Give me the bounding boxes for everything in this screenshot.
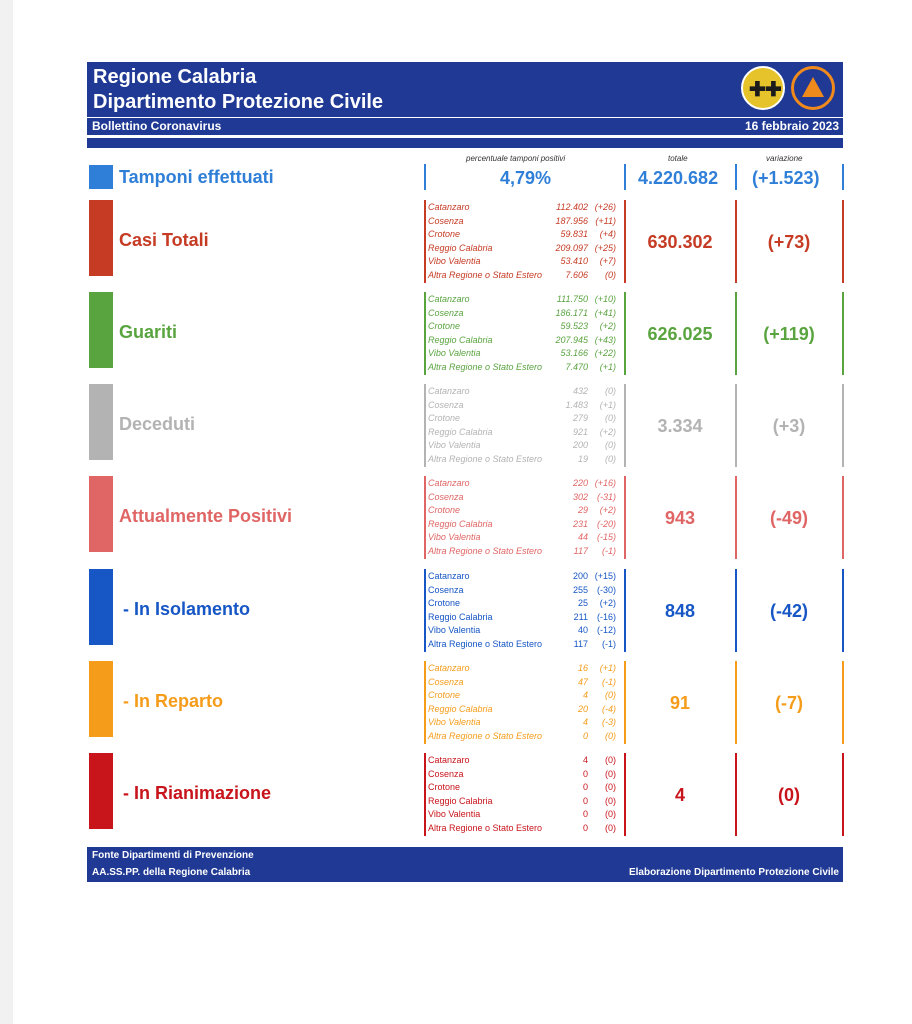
section-variation: (+3) <box>772 416 806 436</box>
region-row <box>428 201 618 215</box>
region-row <box>428 269 618 283</box>
region-name: Catanzaro <box>428 386 470 396</box>
region-value: 7.606 <box>565 269 588 280</box>
region-value: 0 <box>582 822 588 833</box>
region-value: 231 <box>572 518 588 529</box>
region-name: Vibo Valentia <box>428 625 481 636</box>
region-delta: (+43) <box>594 334 616 345</box>
region-value: 220 <box>572 478 588 488</box>
tamponi-divider <box>424 164 426 190</box>
region-name: Cosenza <box>428 768 464 779</box>
region-name: Crotone <box>428 413 461 424</box>
region-value: 59.831 <box>560 229 588 240</box>
region-name: Cosenza <box>428 399 464 410</box>
section-divider <box>842 661 844 744</box>
footer-banner <box>87 847 843 882</box>
region-value: 4 <box>582 690 588 701</box>
region-value: 117 <box>573 638 588 649</box>
region-row <box>428 347 618 361</box>
section-total: 626.025 <box>647 324 713 344</box>
region-row <box>428 477 618 491</box>
region-name: Crotone <box>428 229 461 240</box>
protezione-civile-logo-icon <box>791 66 835 110</box>
tamponi-variation: (+1.523) <box>752 168 820 188</box>
section-title: Guariti <box>119 322 178 342</box>
section-color-bar <box>89 753 113 829</box>
region-delta: (0) <box>605 755 616 765</box>
region-value: 207.945 <box>555 334 588 345</box>
region-name: Cosenza <box>428 307 464 318</box>
region-name: Crotone <box>428 782 461 793</box>
section-divider <box>842 292 844 375</box>
section-title: - In Rianimazione <box>123 783 272 803</box>
region-delta: (-4) <box>602 703 616 714</box>
region-delta: (0) <box>605 782 616 793</box>
region-delta: (+2) <box>599 505 616 516</box>
section-variation: (+73) <box>767 232 811 252</box>
region-name: Crotone <box>428 598 461 609</box>
region-delta: (-30) <box>596 584 616 595</box>
region-row <box>428 597 618 611</box>
variazione-label: variazione <box>766 154 803 163</box>
region-delta: (+2) <box>599 321 616 332</box>
region-delta: (+41) <box>594 307 616 318</box>
section-divider <box>424 476 426 559</box>
region-delta: (0) <box>605 386 616 396</box>
region-name: Vibo Valentia <box>428 256 481 267</box>
region-delta: (0) <box>605 413 616 424</box>
section-title: - In Reparto <box>123 691 224 711</box>
region-name: Catanzaro <box>428 478 470 488</box>
section-title: Casi Totali <box>119 230 209 250</box>
section-color-bar <box>89 292 113 368</box>
region-name: Altra Regione o Stato Estero <box>428 545 543 556</box>
section-color-bar <box>89 384 113 460</box>
region-delta: (+26) <box>594 202 616 212</box>
bulletin-date: 16 febbraio 2023 <box>744 119 839 133</box>
region-delta: (0) <box>605 690 616 701</box>
region-value: 0 <box>582 782 588 793</box>
section-divider <box>424 569 426 652</box>
section-title: Deceduti <box>119 414 196 434</box>
region-value: 0 <box>582 730 588 741</box>
region-delta: (0) <box>605 768 616 779</box>
region-row <box>428 730 618 744</box>
region-row <box>428 242 618 256</box>
region-row <box>428 611 618 625</box>
region-row <box>428 716 618 730</box>
region-name: Catanzaro <box>428 755 470 765</box>
footer-source-line1: Fonte Dipartimenti di Prevenzione <box>92 850 254 861</box>
section-divider <box>424 200 426 283</box>
region-row <box>428 570 618 584</box>
region-name: Altra Regione o Stato Estero <box>428 730 543 741</box>
region-delta: (-1) <box>602 676 616 687</box>
region-row <box>428 584 618 598</box>
region-value: 117 <box>573 545 588 556</box>
header-title-line1: Regione Calabria <box>93 66 257 88</box>
region-row <box>428 361 618 375</box>
region-delta: (0) <box>605 453 616 464</box>
region-delta: (+2) <box>599 426 616 437</box>
region-name: Crotone <box>428 690 461 701</box>
region-delta: (+4) <box>599 229 616 240</box>
region-row <box>428 795 618 809</box>
region-value: 44 <box>577 532 588 543</box>
region-delta: (+1) <box>599 399 616 410</box>
region-name: Reggio Calabria <box>428 703 493 714</box>
section-divider <box>424 384 426 467</box>
region-value: 187.956 <box>555 215 588 226</box>
region-delta: (-12) <box>596 625 616 636</box>
region-value: 279 <box>572 413 588 424</box>
section-total: 3.334 <box>657 416 703 436</box>
region-row <box>428 689 618 703</box>
region-delta: (+25) <box>594 242 616 253</box>
region-list <box>428 201 618 283</box>
section-total: 4 <box>674 785 685 805</box>
region-value: 921 <box>572 426 588 437</box>
region-list <box>428 477 618 559</box>
region-row <box>428 215 618 229</box>
region-delta: (0) <box>605 795 616 806</box>
region-value: 53.166 <box>560 348 588 359</box>
region-delta: (0) <box>605 269 616 280</box>
region-name: Catanzaro <box>428 294 470 304</box>
section-divider <box>842 384 844 467</box>
region-delta: (+11) <box>595 215 616 226</box>
region-value: 211 <box>573 611 588 622</box>
region-delta: (-20) <box>596 518 616 529</box>
section-divider <box>424 753 426 836</box>
region-value: 0 <box>582 795 588 806</box>
region-delta: (0) <box>605 822 616 833</box>
tamponi-total: 4.220.682 <box>638 168 719 188</box>
region-value: 7.470 <box>565 361 588 372</box>
region-row <box>428 412 618 426</box>
region-delta: (+16) <box>594 478 616 488</box>
section-divider <box>424 292 426 375</box>
region-value: 4 <box>582 755 588 765</box>
region-value: 1.483 <box>565 399 588 410</box>
region-value: 200 <box>572 440 588 451</box>
region-value: 209.097 <box>555 242 588 253</box>
perc-label: percentuale tamponi positivi <box>466 154 566 163</box>
region-value: 0 <box>582 768 588 779</box>
region-name: Reggio Calabria <box>428 611 493 622</box>
region-name: Vibo Valentia <box>428 717 481 728</box>
region-row <box>428 293 618 307</box>
region-row <box>428 320 618 334</box>
region-value: 111.750 <box>556 294 588 304</box>
region-value: 186.171 <box>555 307 588 318</box>
section-color-bar <box>89 476 113 552</box>
tamponi-color-marker <box>89 165 113 189</box>
section-divider <box>842 569 844 652</box>
region-name: Cosenza <box>428 584 464 595</box>
region-value: 40 <box>577 625 588 636</box>
region-name: Vibo Valentia <box>428 440 481 451</box>
region-name: Altra Regione o Stato Estero <box>428 269 543 280</box>
region-row <box>428 676 618 690</box>
region-row <box>428 662 618 676</box>
region-delta: (+22) <box>594 348 616 359</box>
region-value: 29 <box>577 505 588 516</box>
section-divider <box>842 200 844 283</box>
region-row <box>428 808 618 822</box>
region-delta: (-31) <box>596 491 616 502</box>
region-row <box>428 518 618 532</box>
region-row <box>428 781 618 795</box>
section-total: 91 <box>669 693 691 713</box>
tamponi-title: Tamponi effettuati <box>119 167 274 187</box>
region-row <box>428 624 618 638</box>
region-name: Cosenza <box>428 676 464 687</box>
region-name: Vibo Valentia <box>428 348 481 359</box>
region-list <box>428 662 618 744</box>
region-delta: (+10) <box>594 294 616 304</box>
region-value: 19 <box>577 453 588 464</box>
region-row <box>428 399 618 413</box>
region-value: 200 <box>572 571 588 581</box>
section-variation: (0) <box>778 785 800 805</box>
region-name: Crotone <box>428 505 461 516</box>
region-row <box>428 822 618 836</box>
region-name: Reggio Calabria <box>428 242 493 253</box>
region-row <box>428 255 618 269</box>
region-value: 20 <box>577 703 588 714</box>
region-row <box>428 453 618 467</box>
section-divider <box>424 661 426 744</box>
region-name: Reggio Calabria <box>428 518 493 529</box>
region-name: Altra Regione o Stato Estero <box>428 638 543 649</box>
section-color-bar <box>89 661 113 737</box>
region-delta: (-3) <box>602 717 616 728</box>
region-value: 0 <box>582 809 588 820</box>
region-delta: (0) <box>605 730 616 741</box>
section-variation: (-7) <box>775 693 803 713</box>
section-total: 630.302 <box>647 232 713 252</box>
region-list <box>428 754 618 836</box>
tamponi-divider <box>842 164 844 190</box>
region-list <box>428 385 618 467</box>
section-divider <box>842 753 844 836</box>
region-row <box>428 491 618 505</box>
region-delta: (+2) <box>599 598 616 609</box>
region-list <box>428 293 618 375</box>
tamponi-divider <box>735 164 737 190</box>
region-name: Reggio Calabria <box>428 426 493 437</box>
section-color-bar <box>89 200 113 276</box>
region-name: Reggio Calabria <box>428 795 493 806</box>
section-color-bar <box>89 569 113 645</box>
region-delta: (-15) <box>596 532 616 543</box>
region-delta: (+15) <box>594 571 616 581</box>
region-value: 16 <box>577 663 588 673</box>
region-row <box>428 638 618 652</box>
region-name: Vibo Valentia <box>428 532 481 543</box>
region-delta: (+1) <box>599 663 616 673</box>
region-value: 25 <box>577 598 588 609</box>
region-row <box>428 307 618 321</box>
bulletin-subtitle: Bollettino Coronavirus <box>92 119 222 133</box>
section-variation: (-49) <box>769 508 808 528</box>
region-name: Altra Regione o Stato Estero <box>428 822 543 833</box>
region-delta: (+7) <box>599 256 616 267</box>
region-row <box>428 426 618 440</box>
region-value: 4 <box>582 717 588 728</box>
region-name: Altra Regione o Stato Estero <box>428 453 543 464</box>
region-row <box>428 703 618 717</box>
region-row <box>428 504 618 518</box>
region-delta: (+1) <box>599 361 616 372</box>
region-row <box>428 439 618 453</box>
region-value: 47 <box>577 676 588 687</box>
region-delta: (0) <box>605 809 616 820</box>
region-list <box>428 570 618 652</box>
header-banner <box>87 62 843 135</box>
region-row <box>428 754 618 768</box>
section-divider <box>842 476 844 559</box>
region-row <box>428 545 618 559</box>
section-total: 848 <box>664 601 696 621</box>
region-row <box>428 334 618 348</box>
header-stripe <box>87 138 843 148</box>
header-title-line2: Dipartimento Protezione Civile <box>93 91 384 113</box>
region-value: 59.523 <box>560 321 588 332</box>
footer-credit: Elaborazione Dipartimento Protezione Civile <box>628 867 839 878</box>
region-name: Cosenza <box>428 491 464 502</box>
region-row <box>428 531 618 545</box>
regione-calabria-logo-icon: ✚ ✚ <box>741 66 785 110</box>
section-title: Attualmente Positivi <box>119 506 293 526</box>
region-name: Altra Regione o Stato Estero <box>428 361 543 372</box>
tamponi-divider <box>624 164 626 190</box>
region-name: Catanzaro <box>428 571 470 581</box>
section-variation: (-42) <box>769 601 808 621</box>
region-name: Reggio Calabria <box>428 334 493 345</box>
region-name: Catanzaro <box>428 202 470 212</box>
region-value: 53.410 <box>560 256 588 267</box>
section-variation: (+119) <box>763 324 815 344</box>
region-delta: (0) <box>605 440 616 451</box>
region-value: 255 <box>572 584 588 595</box>
tamponi-percentage: 4,79% <box>500 168 552 188</box>
totale-label: totale <box>668 154 688 163</box>
region-name: Cosenza <box>428 215 464 226</box>
section-total: 943 <box>664 508 696 528</box>
footer-source-line2: AA.SS.PP. della Regione Calabria <box>92 867 251 878</box>
header-subtitle-bar <box>87 117 843 135</box>
region-row <box>428 385 618 399</box>
region-value: 112.402 <box>556 202 588 212</box>
region-name: Crotone <box>428 321 461 332</box>
region-delta: (-16) <box>596 611 616 622</box>
section-title: - In Isolamento <box>123 599 251 619</box>
region-delta: (-1) <box>602 638 616 649</box>
region-name: Catanzaro <box>428 663 470 673</box>
region-value: 432 <box>572 386 588 396</box>
region-value: 302 <box>572 491 588 502</box>
region-row <box>428 768 618 782</box>
region-row <box>428 228 618 242</box>
region-delta: (-1) <box>602 545 616 556</box>
region-name: Vibo Valentia <box>428 809 481 820</box>
